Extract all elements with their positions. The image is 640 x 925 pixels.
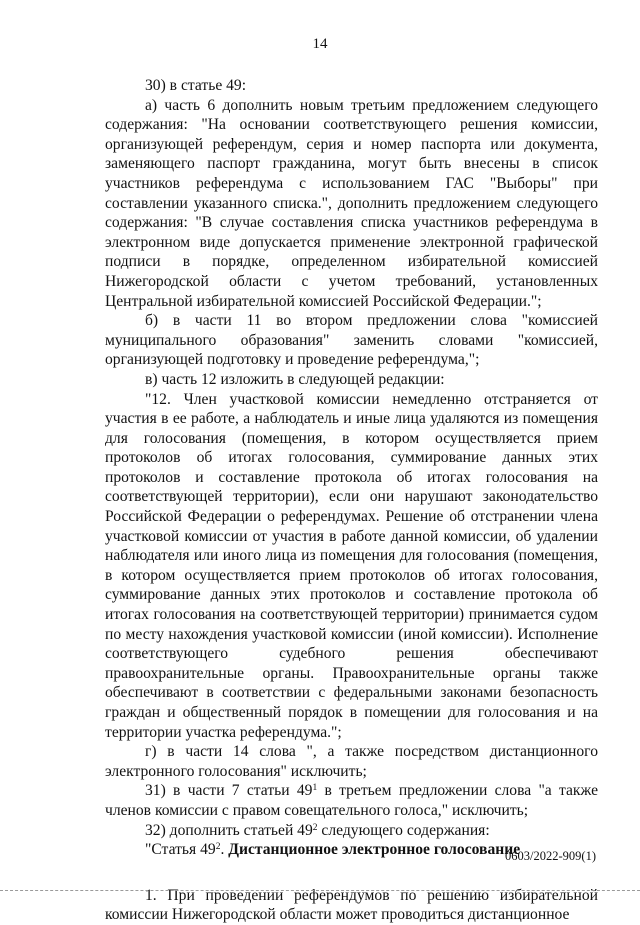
- article-heading-title: Дистанционное электронное голосование: [228, 841, 521, 859]
- article-heading-lead: "Статья 49: [145, 841, 216, 859]
- superscript: 2: [215, 842, 221, 853]
- paragraph-32-rest: следующего содержания:: [317, 821, 490, 839]
- paragraph-30a: а) часть 6 дополнить новым третьим предложением следующего содержания: "На основании соответствующего решения комиссии, организующей референдум, серия и номер паспорта или документа, заменяющего паспорт гражданина, могут быть внесены в список участников референдума с использованием ГАС "Выборы" при составлении указанного списка.", дополнить предложением следующего содержания: "В случае составления списка участников референдума в электронном виде допускается применение электронной графической подписи в порядке, определенном избирательной комиссией Нижегородской области с учетом требований, установленных Центральной избирательной комиссией Российской Федерации.";: [105, 96, 598, 310]
- paragraph-30b: б) в части 11 во втором предложении слова "комиссией муниципального образования" заменить словами "комиссией, организующей подготовку и проведение референдума,";: [105, 312, 598, 369]
- page-number: 14: [312, 36, 328, 52]
- paragraph-clause-1: 1. При проведении референдумов по решению избирательной комиссии Нижегородской области может проводиться дистанционное: [105, 886, 598, 924]
- paragraph-31-lead: 31) в части 7 статьи 49: [145, 782, 313, 800]
- superscript: 2: [312, 822, 318, 833]
- paragraph-article-31: [105, 781, 598, 820]
- paragraph-30g: г) в части 14 слова ", а также посредством дистанционного электронного голосования" исключить;: [105, 743, 598, 780]
- article-heading-dot: .: [220, 841, 229, 859]
- paragraph-31-rest: в третьем предложении слова "а также членов комиссии с правом совещательного голоса," исключить;: [105, 782, 598, 819]
- document-body: [105, 76, 598, 925]
- paragraph-30v: в) часть 12 изложить в следующей редакции:: [145, 370, 445, 388]
- superscript: 1: [312, 783, 318, 794]
- paragraph-32-lead: 32) дополнить статьей 49: [145, 821, 313, 839]
- document-code: 0603/2022-909(1): [505, 849, 596, 863]
- paragraph-part-12-text: "12. Член участковой комиссии немедленно отстраняется от участия в ее работе, а наблюдатель и иные лица удаляются из помещения для голосования (помещения, в котором осуществляется прием протоколов об итогах голосования, суммирование данных этих протоколов и составление протокола об итогах голосования на соответствующей территории), если они нарушают законодательство Российской Федерации о референдумах. Решение об отстранении члена участковой комиссии от участия в работе данной комиссии, об удалении наблюдателя или иного лица из помещения для голосования (помещения, в котором осуществляется прием протоколов об итогах голосования, суммирование данных этих протоколов и составление протокола об итогах голосования на соответствующей территории) принимается судом по месту нахождения участковой комиссии (иной комиссии). Исполнение соответствующего судебного решения обеспечивают правоохранительные органы. Правоохранительные органы также обеспечивают в соответствии с федеральными законами безопасность граждан и общественный порядок в помещении для голосования и на территории участка референдума.";: [105, 390, 598, 741]
- paragraph-article-30: 30) в статье 49:: [145, 77, 247, 94]
- scan-edge-divider: [0, 890, 640, 891]
- paragraph-article-32: [105, 821, 598, 841]
